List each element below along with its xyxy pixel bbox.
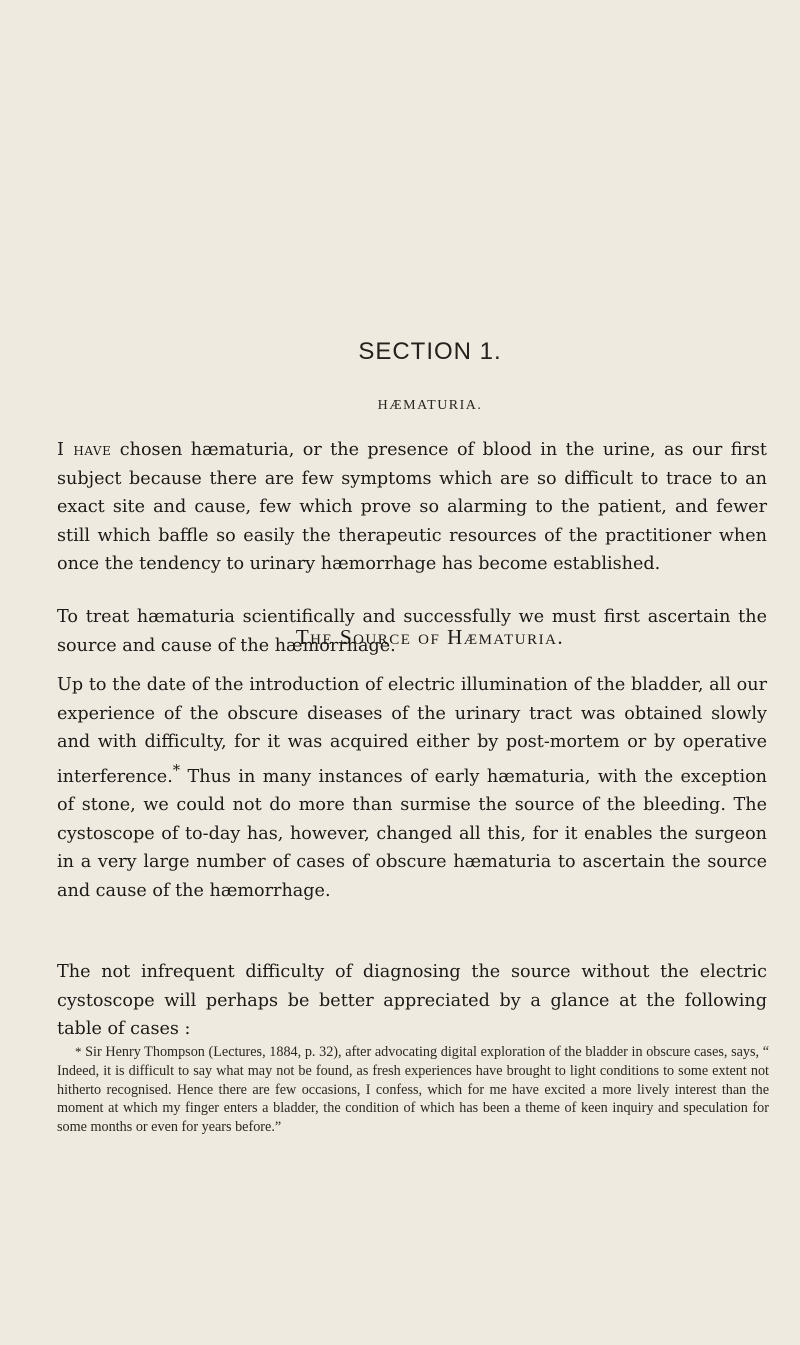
- intro-paragraph: [57, 436, 767, 579]
- footnote-mark: *: [75, 1044, 82, 1059]
- intro-paragraph-text: chosen hæmaturia, or the presence of blood in the urine, as our first subject because there are few symptoms which are so difficult to trace to an exact site and cause, few which prove so alarming to the patient, and fewer still which baffle so easily the therapeutic resources of the practitioner when once the tendency to urinary hæmorrhage has become established.: [57, 440, 767, 575]
- footnote-text: Sir Henry Thompson (Lectures, 1884, p. 32), after advocating digital exploration of the bladder in obscure cases, says, “ Indeed, it is difficult to say what may not be found, as fresh experiences have brought to light conditions to some extent not hitherto recognised. Hence there are few occasions, I confess, which for me have excited a more lively interest than the moment at which my finger enters a bladder, the condition of which has been a theme of keen inquiry and speculation for some months or even for years before.”: [57, 1044, 769, 1136]
- history-paragraph-text-2: Thus in many instances of early hæmaturia, with the exception of stone, we could not do more than surmise the source of the bleeding. The cystoscope of to-day has, however, changed all this, for it enables the surgeon in a very large number of cases of obscure hæmaturia to ascertain the source and cause of the hæmorrhage.: [57, 766, 767, 902]
- history-paragraph-text-1: Up to the date of the introduction of electric illumination of the bladder, all our experience of the obscure diseases of the urinary tract was obtained slowly and with difficulty, for it was acquired either by post-mortem or by operative interference.: [57, 675, 767, 787]
- section-heading: SECTION 1.: [358, 338, 502, 365]
- footnote-reference: *: [172, 761, 181, 779]
- chapter-subheading: HÆMATURIA.: [377, 398, 483, 413]
- source-heading: The Source of Hæmaturia.: [295, 625, 565, 649]
- history-paragraph: [57, 671, 767, 906]
- intro-first-words: I have: [57, 440, 112, 460]
- diagnosis-paragraph: The not infrequent difficulty of diagnosing the source without the electric cystoscope will perhaps be better appreciated by a glance at the following table of cases :: [57, 962, 767, 1040]
- ascertain-paragraph: To treat hæmaturia scientifically and successfully we must first ascertain the source and cause of the hæmorrhage.: [57, 607, 767, 656]
- footnote: [57, 1043, 769, 1137]
